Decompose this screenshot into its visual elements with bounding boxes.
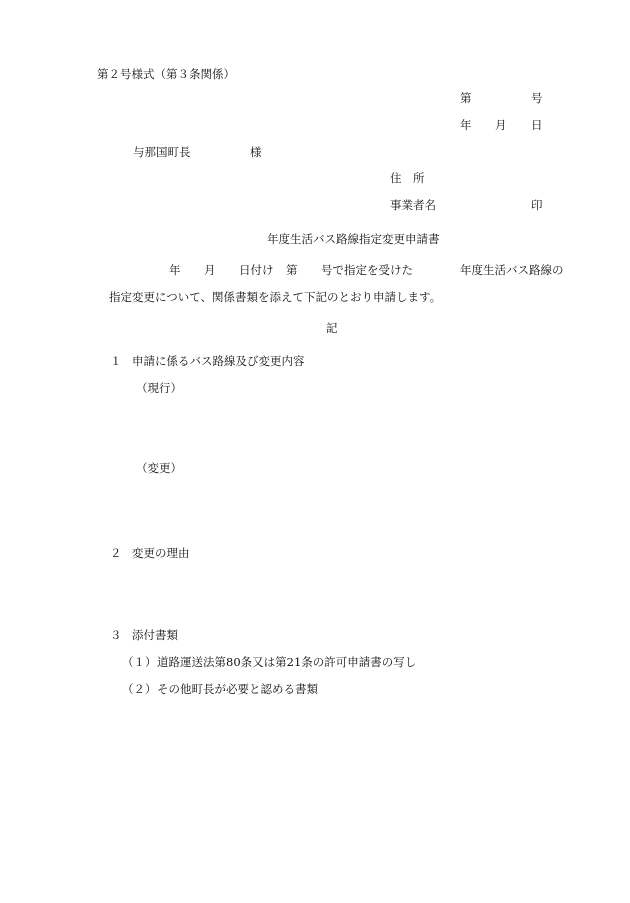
section-3-number: ３ [110,628,122,642]
section-2-title: 変更の理由 [132,546,190,560]
date-month: 月 [495,118,507,132]
body-year: 年 [169,263,181,277]
seal-mark: 印 [531,198,543,212]
changed-route-label: （変更） [136,461,182,475]
attachment-1-number: （１） [122,655,157,669]
section-2-number: ２ [110,546,122,560]
section-1-title: 申請に係るバス路線及び変更内容 [132,354,305,368]
body-designation: 号で指定を受けた [321,263,413,277]
ki-heading: 記 [326,321,338,335]
date-year: 年 [460,118,472,132]
body-line-2: 指定変更について、関係書類を添えて下記のとおり申請します。 [109,290,442,304]
body-dated: 日付け [239,263,274,277]
current-route-label: （現行） [136,381,182,395]
document-title: 年度生活バス路線指定変更申請書 [267,232,440,246]
body-month: 月 [204,263,216,277]
attachment-2-number: （２） [122,682,157,696]
attachment-1-text: 道路運送法第80条又は第21条の許可申請書の写し [157,655,417,669]
number-prefix: 第 [460,91,472,105]
number-suffix: 号 [531,91,543,105]
body-number-prefix: 第 [286,263,298,277]
attachment-2-text: その他町長が必要と認める書類 [157,682,318,696]
date-day: 日 [531,118,543,132]
form-label: 第２号様式（第３条関係） [97,67,235,81]
addressee-honorific: 様 [250,145,262,159]
section-1-number: １ [110,354,122,368]
address-label: 住 所 [390,171,425,185]
business-name-label: 事業者名 [390,198,436,212]
addressee-name: 与那国町長 [133,145,191,159]
body-route: 年度生活バス路線の [460,263,564,277]
section-3-title: 添付書類 [132,628,178,642]
